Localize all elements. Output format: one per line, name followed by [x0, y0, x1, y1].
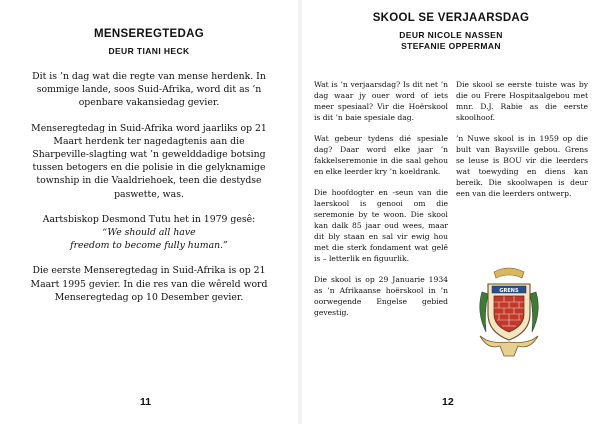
paragraph: Wat is ’n verjaarsdag? Is dit net ’n dag waar jy ouer word of iets meer spesiaal? Vir die Hoërskool is dit ’n baie spesiale dag. — [314, 80, 448, 122]
article-byline: STEFANIE OPPERMAN — [401, 41, 501, 51]
paragraph: Dit is ’n dag wat die regte van mense herdenk. In sommige lande, soos Suid-Afrika, word dit as ’n openbare vakansiedag gevier. — [32, 71, 266, 109]
paragraph: ’n Nuwe skool is in 1959 op die bult van Baysville gebou. Grens se leuse is BOU vir die leerders wat toewyding en diens kan bereik. Die skoolwapen is deur een van die leerders ontwerp. — [456, 134, 588, 198]
paragraph: Die eerste Menseregtedag in Suid-Afrika is op 21 Maart 1995 gevier. In die res van die wêreld word Menseregtedag op 10 Desember gevier. — [30, 265, 268, 303]
article-byline: DEUR NICOLE NASSEN — [399, 30, 503, 40]
quote-line: freedom to become fully human.” — [70, 240, 228, 252]
crest-banner-text — [499, 288, 519, 294]
school-crest — [474, 266, 544, 362]
quote-intro: Aartsbiskop Desmond Tutu het in 1979 gesê: — [42, 213, 256, 225]
paragraph: Die hoofdogter en -seun van die laerskool is genooi om die seremonie by te woon. Die skool kan dalk 85 jaar oud wees, maar dit bly staan en sal vir ewig hou met die sterk fondament wat gelê is – letterlik en figuurlik. — [314, 188, 448, 263]
paragraph — [28, 213, 270, 253]
paragraph: Wat gebeur tydens dié spesiale dag? Daar word elke jaar ’n fakkelseremonie in die saal gehou en elke leerder kry ’n koeldrank. — [314, 134, 448, 176]
text-column-1 — [314, 80, 448, 329]
svg-text:GRENS: GRENS — [499, 287, 519, 294]
article-body — [28, 70, 270, 316]
article-title: SKOOL SE VERJAARSDAG — [372, 12, 530, 24]
quote-line: “We should all have — [102, 227, 196, 239]
paragraph: Die skool se eerste tuiste was by die ou Frere Hospitaalgebou met mnr. D.J. Rabie as die eerste skoolhoof. — [456, 80, 588, 122]
article-title: MENSEREGTEDAG — [94, 28, 204, 40]
page-number: 12 — [442, 396, 454, 408]
article-byline: DEUR TIANI HECK — [108, 46, 190, 56]
left-page — [0, 0, 298, 424]
text-column-2 — [456, 80, 588, 210]
paragraph: Die skool is op 29 Januarie 1934 as ’n Afrikaanse hoërskool in ’n oorwegende Engelse gebied gevestig. — [314, 275, 448, 317]
page-number: 11 — [140, 396, 152, 408]
paragraph: Menseregtedag in Suid-Afrika word jaarliks op 21 Maart herdenk ter nagedagtenis aan die Sharpeville-slagting wat ’n gewelddadige botsing tussen betogers en die polisie in die gelyknamige township in die Vaaldriehoek, teen die destydse paswette, was. — [31, 122, 267, 200]
